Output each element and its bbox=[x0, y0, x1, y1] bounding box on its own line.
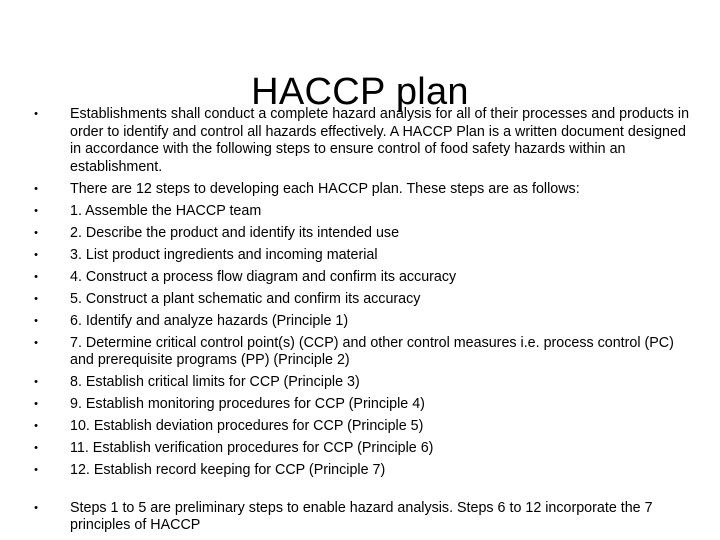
bullet-text: Establishments shall conduct a complete hazard analysis for all of their processes and products in order to identify and control all hazards effectively. A HACCP Plan is a written document designed in accordance with the following steps to ensure control of food safety hazards within an establishment. bbox=[70, 106, 690, 175]
bullet-text: 12. Establish record keeping for CCP (Principle 7) bbox=[70, 462, 386, 478]
bullet-icon: • bbox=[34, 270, 38, 283]
bullet-icon: • bbox=[34, 182, 38, 195]
bullet-item bbox=[30, 313, 690, 331]
bullet-item bbox=[30, 374, 690, 392]
bullet-icon: • bbox=[34, 420, 38, 432]
bullet-text: 9. Establish monitoring procedures for CCP (Principle 4) bbox=[70, 396, 425, 412]
bullet-icon: • bbox=[34, 292, 38, 305]
bullet-icon: • bbox=[34, 376, 38, 388]
bullet-item bbox=[30, 291, 690, 309]
bullet-icon: • bbox=[34, 398, 38, 410]
bullet-icon: • bbox=[34, 442, 38, 454]
bullet-icon: • bbox=[34, 336, 38, 349]
bullet-text: 11. Establish verification procedures for CCP (Principle 6) bbox=[70, 440, 434, 456]
bullet-text: 8. Establish critical limits for CCP (Principle 3) bbox=[70, 374, 360, 390]
bullet-text: 3. List product ingredients and incoming material bbox=[70, 246, 378, 263]
bullet-icon: • bbox=[34, 314, 38, 327]
bullet-text: 6. Identify and analyze hazards (Principle 1) bbox=[70, 312, 349, 329]
bullet-item bbox=[30, 462, 690, 480]
bullet-text: Steps 1 to 5 are preliminary steps to enable hazard analysis. Steps 6 to 12 incorporate the 7 principles of HACCP bbox=[70, 499, 653, 533]
bullet-item bbox=[30, 203, 690, 221]
bullet-text: 5. Construct a plant schematic and confirm its accuracy bbox=[70, 290, 421, 307]
bullet-icon: • bbox=[34, 108, 38, 120]
bullet-item bbox=[30, 396, 690, 414]
bullet-item bbox=[30, 418, 690, 436]
bullet-item bbox=[30, 269, 690, 287]
slide-title: HACCP plan bbox=[251, 71, 469, 114]
bullet-icon: • bbox=[34, 464, 38, 476]
bullet-item bbox=[30, 335, 690, 370]
bullet-icon: • bbox=[34, 248, 38, 261]
bullet-text: 1. Assemble the HACCP team bbox=[70, 202, 262, 219]
bullet-text: There are 12 steps to developing each HACCP plan. These steps are as follows: bbox=[70, 180, 580, 197]
bullet-item bbox=[30, 500, 690, 535]
bullet-item bbox=[30, 181, 690, 199]
bullet-icon: • bbox=[34, 501, 38, 514]
bullet-item bbox=[30, 440, 690, 458]
bullet-text: 2. Describe the product and identify its intended use bbox=[70, 224, 400, 241]
bullet-item bbox=[30, 225, 690, 243]
bullet-text: 7. Determine critical control point(s) (CCP) and other control measures i.e. process control (PC) and prerequisite programs (PP) (Principle 2) bbox=[70, 334, 674, 368]
bullet-item bbox=[30, 247, 690, 265]
bullet-icon: • bbox=[34, 226, 38, 239]
bullet-text: 4. Construct a process flow diagram and confirm its accuracy bbox=[70, 268, 457, 285]
bullet-item bbox=[30, 106, 690, 176]
bullet-icon: • bbox=[34, 204, 38, 217]
bullet-list bbox=[30, 106, 690, 539]
bullet-text: 10. Establish deviation procedures for CCP (Principle 5) bbox=[70, 418, 424, 434]
